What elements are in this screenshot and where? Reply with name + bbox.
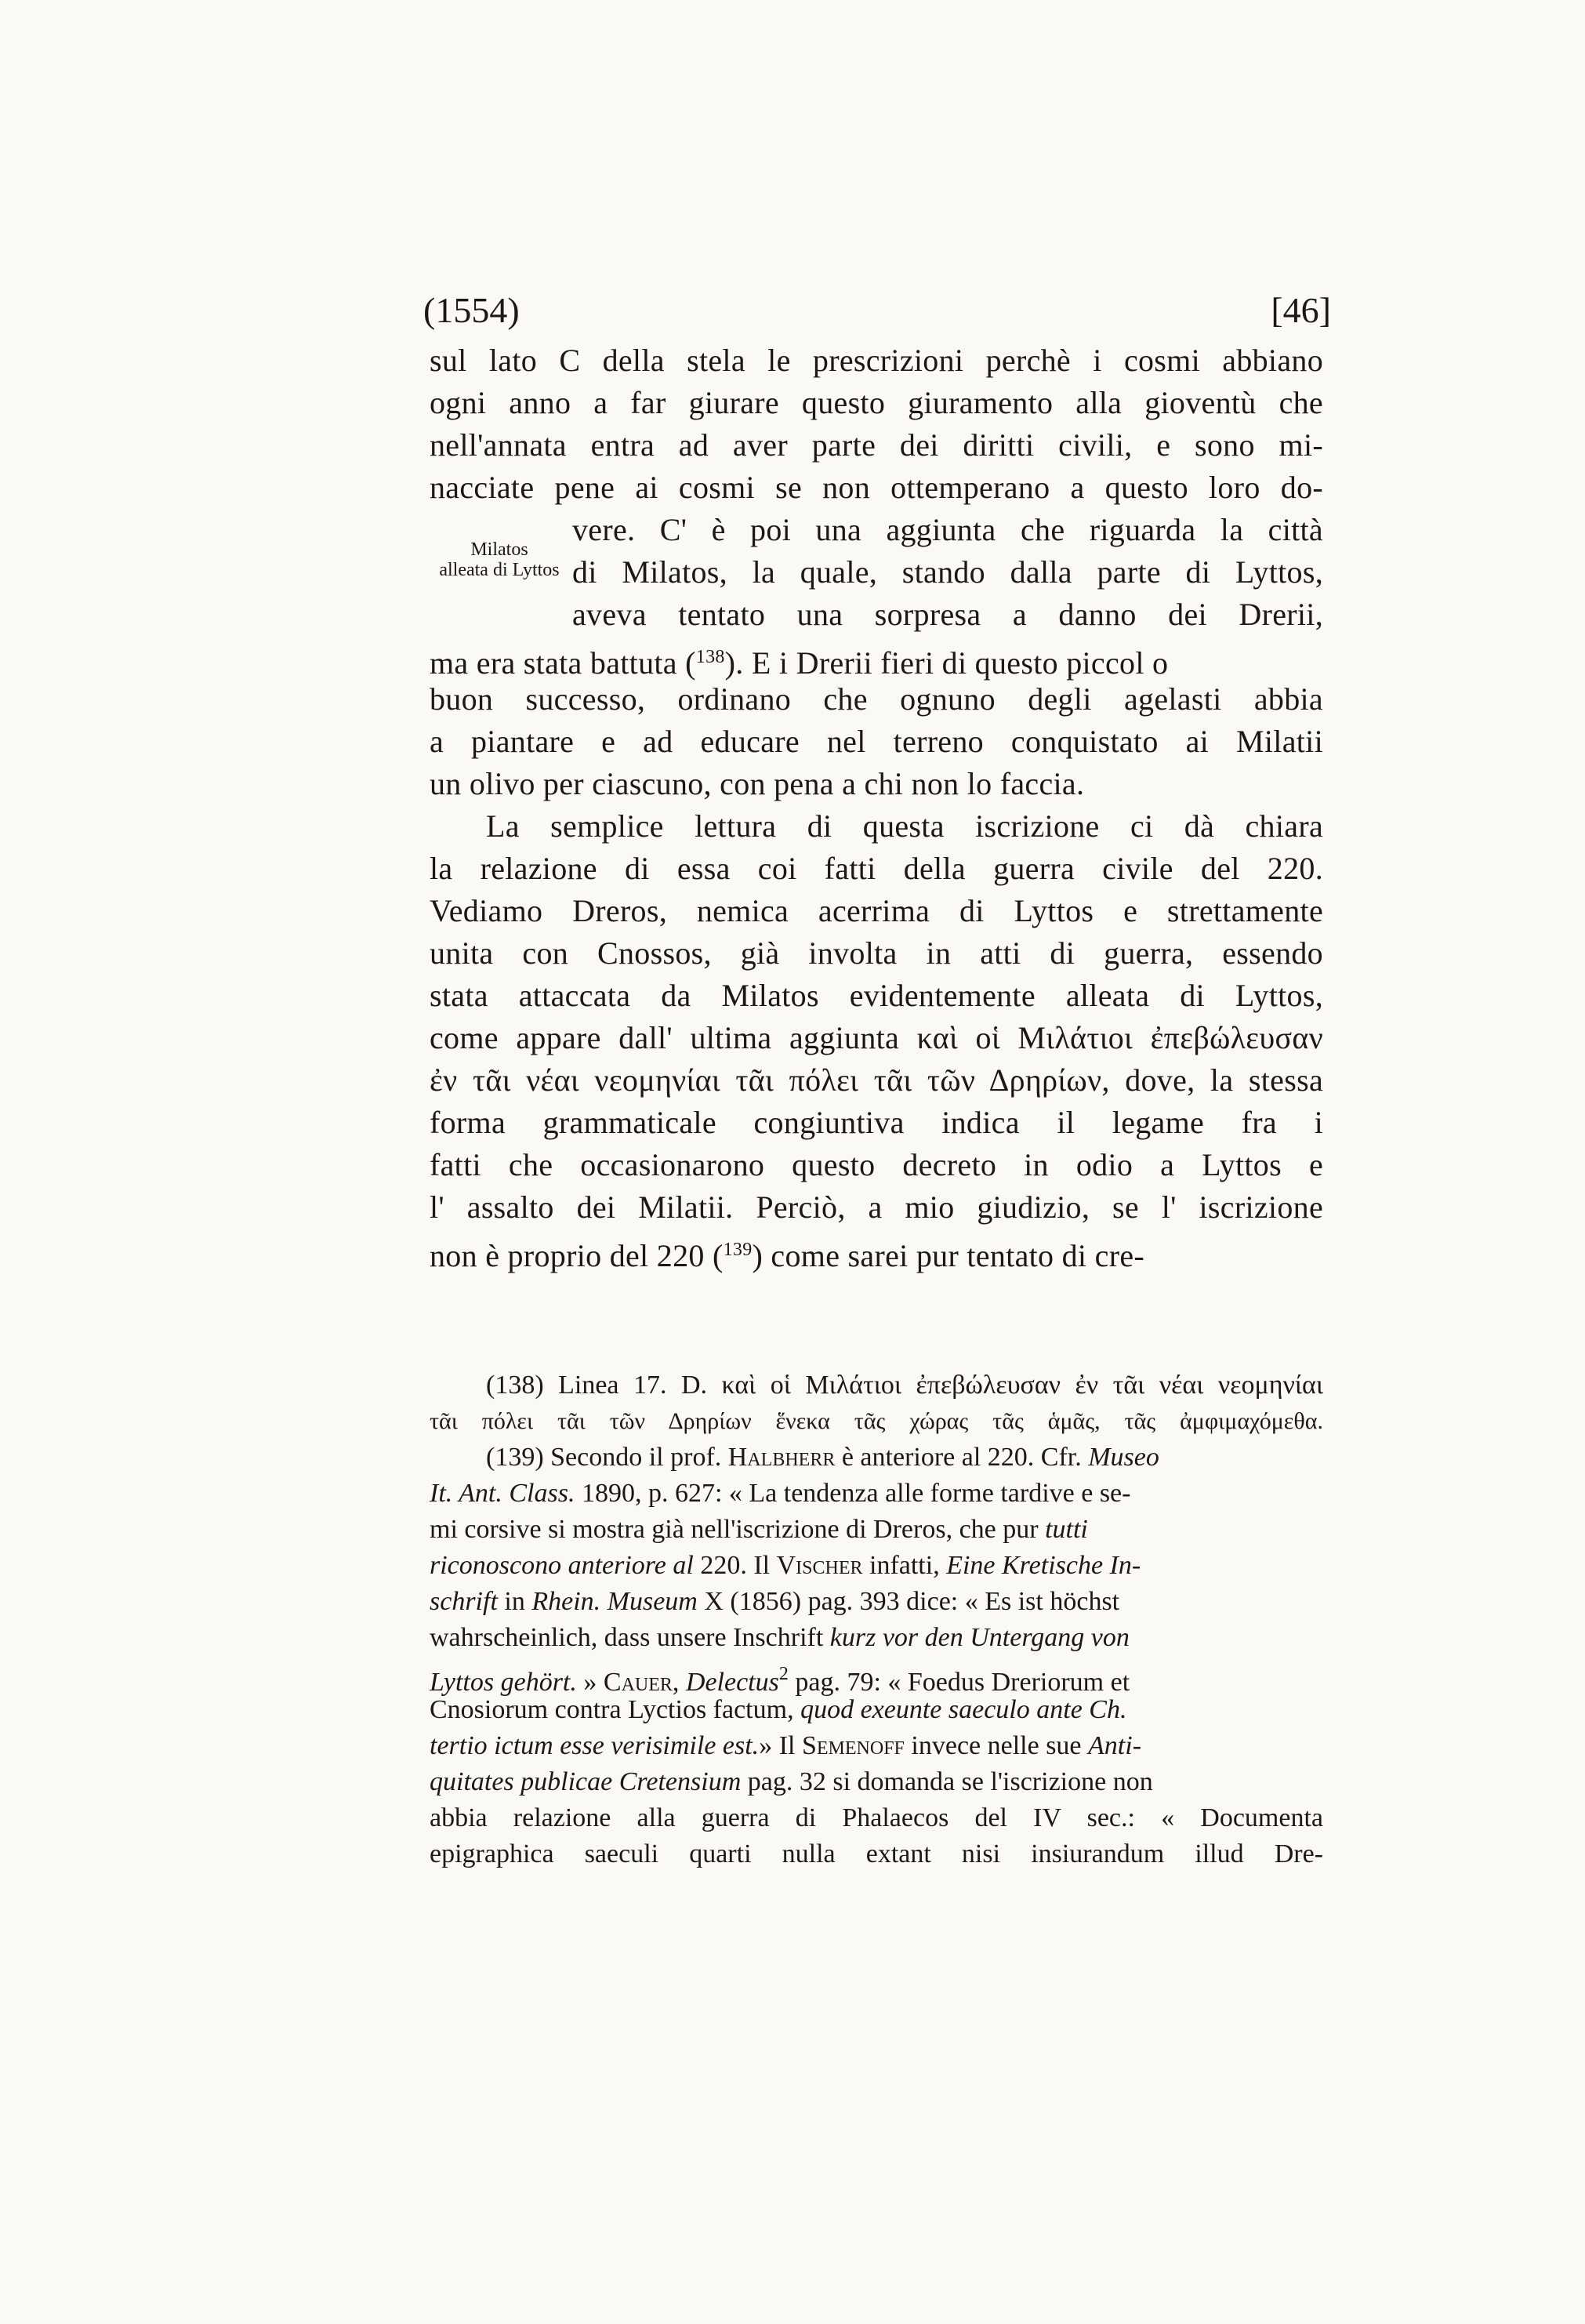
text-line [430, 1228, 1323, 1272]
margin-note-line: Milatos [470, 539, 528, 560]
text-line: nell'annata entra ad aver parte dei diritti civili, e sono mi- [430, 427, 1323, 463]
footnote-italic: Anti- [1088, 1731, 1142, 1760]
footnote-italic: It. Ant. Class. [430, 1479, 575, 1508]
text-line: a piantare e ad educare nel terreno conquistato ai Milatii [430, 724, 1323, 759]
footnote-text: infatti, [862, 1551, 947, 1580]
text-segment: ma era stata battuta ( [430, 645, 696, 681]
footnote-text: Cnosiorum contra Lyctios factum, [430, 1695, 801, 1724]
text-segment: ). E i Drerii fieri di questo piccol o [724, 645, 1169, 681]
footnote-italic: quod exeunte saeculo ante Ch. [800, 1695, 1127, 1724]
footnote-text: pag. 32 si domanda se l'iscrizione non [741, 1767, 1153, 1796]
text-line: stata attaccata da Milatos evidentemente alleata di Lyttos, [430, 978, 1323, 1013]
footnote-italic: Lyttos gehört. [430, 1668, 577, 1697]
footnote-italic: Eine Kretische In- [946, 1551, 1141, 1580]
footnote-text: X (1856) pag. 393 dice: « Es ist höchst [697, 1587, 1120, 1616]
text-line: la relazione di essa coi fatti della guerra civile del 220. [430, 851, 1323, 886]
author-name: Halbherr [727, 1443, 836, 1472]
footnote-text: 1890, p. 627: « La tendenza alle forme tardive e se- [575, 1479, 1131, 1508]
footnote-line [430, 1620, 1323, 1656]
footnote-text: invece nelle sue [904, 1731, 1089, 1760]
footnote-line [430, 1692, 1323, 1728]
author-name: Vischer [776, 1551, 863, 1580]
footnote-italic: Museo [1088, 1443, 1159, 1472]
text-line: come appare dall' ultima aggiunta καὶ οἱ Μιλάτιοι ἐπεβώλευσαν [430, 1020, 1323, 1055]
superscript: 2 [778, 1664, 789, 1684]
text-segment: non è proprio del 220 ( [430, 1238, 724, 1273]
footnote-line [430, 1728, 1323, 1764]
text-line: aveva tentato una sorpresa a danno dei Drerii, [572, 597, 1323, 632]
footnote-line: epigraphica saeculi quarti nulla extant nisi insiurandum illud Dre- [430, 1839, 1323, 1868]
text-line: forma grammaticale congiuntiva indica il legame fra i [430, 1105, 1323, 1140]
page-number: (1554) [423, 290, 520, 330]
text-line [430, 635, 1323, 679]
footnote-italic: quitates publicae Cretensium [430, 1767, 742, 1796]
text-line: nacciate pene ai cosmi se non ottemperano a questo loro do- [430, 470, 1323, 505]
footnote-line [430, 1656, 1323, 1697]
footnote-text: (139) Secondo il prof. [486, 1443, 728, 1472]
footnote-text: 220. Il [693, 1551, 777, 1580]
footnote-text: » [576, 1668, 604, 1697]
text-line: ogni anno a far giurare questo giuramento alla gioventù che [430, 385, 1323, 420]
text-line: di Milatos, la quale, stando dalla parte di Lyttos, [572, 554, 1323, 590]
footnote-text: wahrscheinlich, dass unsere Inschrift [430, 1623, 830, 1652]
footnote-italic: kurz vor den Untergang von [829, 1623, 1130, 1652]
page-header [423, 287, 1331, 334]
footnote-italic: schrift [430, 1587, 498, 1616]
text-line: unita con Cnossos, già involta in atti di guerra, essendo [430, 935, 1323, 971]
footnote-ref[interactable]: 138 [695, 647, 725, 667]
footnote-line [430, 1476, 1323, 1512]
margin-note-line: alleata di Lyttos [439, 560, 560, 580]
text-line: fatti che occasionarono questo decreto in odio a Lyttos e [430, 1147, 1323, 1182]
text-line: sul lato C della stela le prescrizioni perchè i cosmi abbiano [430, 343, 1323, 378]
margin-note [397, 539, 602, 580]
text-line: l' assalto dei Milatii. Perciò, a mio giudizio, se l' iscrizione [430, 1189, 1323, 1225]
text-segment: ) come sarei pur tentato di cre- [752, 1238, 1144, 1273]
footnote-line [430, 1764, 1323, 1800]
text-line: vere. C' è poi una aggiunta che riguarda la città [572, 512, 1323, 547]
footnote-italic: riconoscono anteriore al [430, 1551, 694, 1580]
footnote-line [430, 1512, 1323, 1548]
footnote-text: mi corsive si mostra già nell'iscrizione di Dreros, che pur [430, 1515, 1046, 1544]
section-number: [46] [1271, 290, 1331, 330]
footnote-line [486, 1440, 1323, 1476]
footnote-line: abbia relazione alla guerra di Phalaecos del IV sec.: « Documenta [430, 1803, 1323, 1832]
footnote-text: in [497, 1587, 532, 1616]
footnote-line: (138) Linea 17. D. καὶ οἱ Μιλάτιοι ἐπεβώλευσαν ἐν τᾶι νέαι νεομηνίαι [486, 1371, 1323, 1400]
footnote-text: pag. 79: « Foedus Dreriorum et [788, 1668, 1130, 1697]
text-line: ἐν τᾶι νέαι νεομηνίαι τᾶι πόλει τᾶι τῶν Δρηρίων, dove, la stessa [430, 1062, 1323, 1098]
footnote-line [430, 1584, 1323, 1620]
footnote-italic: tertio ictum esse verisimile est. [430, 1731, 760, 1760]
author-name: Cauer, [603, 1668, 686, 1697]
text-line: un olivo per ciascuno, con pena a chi non lo faccia. [430, 766, 1085, 801]
footnote-italic: Delectus [685, 1668, 779, 1697]
footnote-line [430, 1548, 1323, 1584]
text-line: Vediamo Dreros, nemica acerrima di Lyttos e strettamente [430, 893, 1323, 928]
text-line: La semplice lettura di questa iscrizione ci dà chiara [486, 808, 1323, 844]
footnote-line: τᾶι πόλει τᾶι τῶν Δρηρίων ἕνεκα τᾶς χώρας τᾶς ἁμᾶς, τᾶς ἀμφιμαχόμεθα. [430, 1408, 1323, 1434]
text-line: buon successo, ordinano che ognuno degli agelasti abbia [430, 681, 1323, 717]
footnote-text: è anteriore al 220. Cfr. [835, 1443, 1089, 1472]
footnote-ref[interactable]: 139 [723, 1240, 753, 1260]
footnote-text: » Il [759, 1731, 802, 1760]
footnote-italic: Rhein. Museum [531, 1587, 698, 1616]
footnote-italic: tutti [1045, 1515, 1088, 1544]
author-name: Semenoff [801, 1731, 905, 1760]
